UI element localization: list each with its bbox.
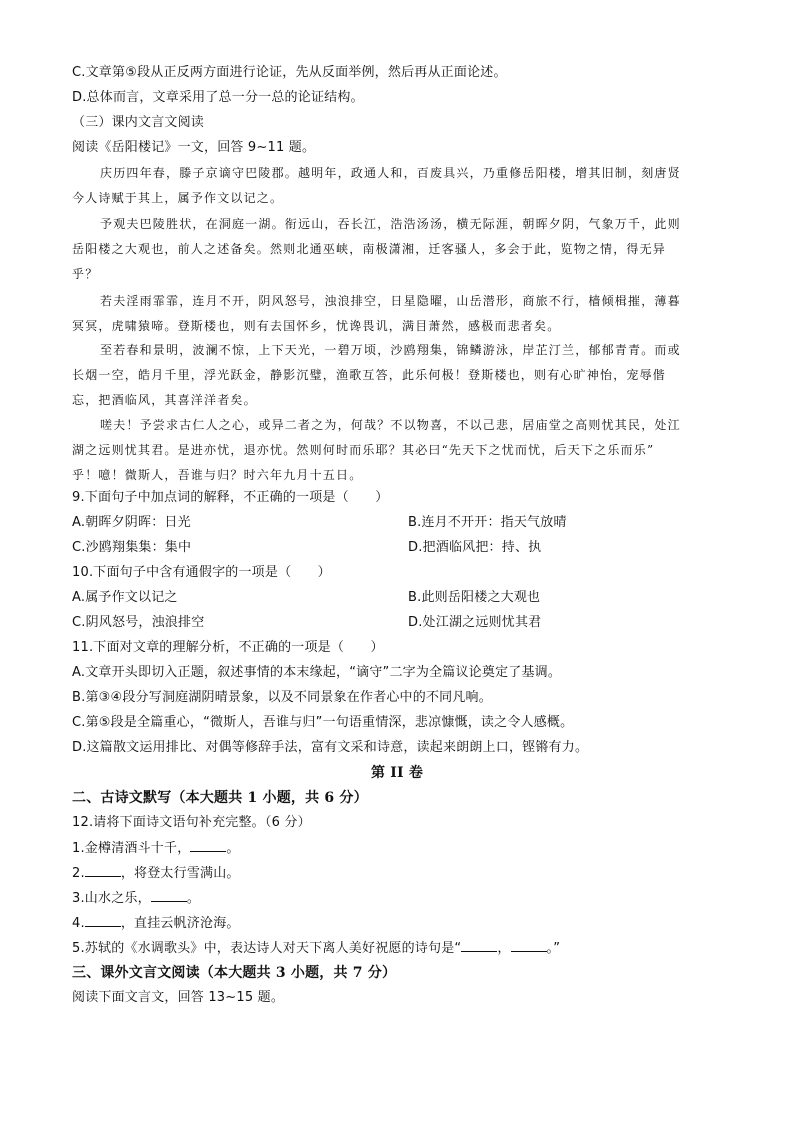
q12-item-5 [72,939,732,958]
q12-item-5-suffix: 。” [546,941,561,956]
passage-p5-line1: 嗟夫！予尝求古仁人之心，或异二者之为，何哉？不以物喜，不以己悲，居庙堂之高则忧其民，处江 [100,418,681,432]
q12-item-5-mid: ， [497,941,511,956]
q9-option-c: C.沙鸥翔集集：集中 [72,540,192,555]
q10-stem: 10.下面句子中含有通假字的一项是（ ） [72,565,331,580]
passage-p5-line3: 乎！噫！微斯人，吾谁与归？时六年九月十五日。 [72,468,363,482]
q11-stem: 11.下面对文章的理解分析，不正确的一项是（ ） [72,640,384,655]
q8-option-c: C.文章第⑤段从正反两方面进行论证，先从反面举例，然后再从正面论述。 [72,65,507,80]
answer-blank[interactable] [461,939,497,952]
q12-item-4 [72,914,732,933]
answer-blank[interactable] [190,839,226,852]
passage-p2-line3: 乎？ [72,267,99,281]
q11-option-d: D.这篇散文运用排比、对偶等修辞手法，富有文采和诗意，读起来朗朗上口，铿锵有力。 [72,740,589,755]
section3-heading: （三）课内文言文阅读 [72,115,205,130]
q12-item-3-suffix: 。 [186,891,201,906]
q10-option-c: C.阴风怒号，浊浪排空 [72,615,205,630]
passage-p4-line3: 忘，把酒临风，其喜洋洋者矣。 [72,393,257,407]
part3-intro: 阅读下面文言文，回答 13~15 题。 [72,990,285,1005]
q12-item-2-prefix: 2. [72,866,85,881]
passage-p1-line2: 今人诗赋于其上，属予作文以记之。 [72,191,284,205]
q9-option-a: A.朝晖夕阴晖：日光 [72,515,191,530]
q12-item-4-prefix: 4. [72,916,85,931]
passage-p2-line2: 岳阳楼之大观也，前人之述备矣。然则北通巫峡，南极潇湘，迁客骚人，多会于此，览物之情，得无异 [72,242,667,256]
q10-option-b: B.此则岳阳楼之大观也 [408,590,541,605]
q11-option-b: B.第③④段分写洞庭湖阴晴景象，以及不同景象在作者心中的不同凡响。 [72,690,492,705]
q12-item-3 [72,889,732,908]
q9-stem: 9.下面句子中加点词的解释，不正确的一项是（ ） [72,490,389,505]
q9-option-d: D.把酒临风把：持、执 [408,540,542,555]
q9-option-b: B.连月不开开：指天气放晴 [408,515,567,530]
passage-p5-line2: 湖之远则忧其君。是进亦忧，退亦忧。然则何时而乐耶？其必曰“先天下之忧而忧，后天下之乐而乐” [72,443,655,457]
part2-heading: 二、古诗文默写（本大题共 1 小题，共 6 分） [72,790,368,806]
section3-intro: 阅读《岳阳楼记》一文，回答 9~11 题。 [72,140,316,155]
answer-blank[interactable] [85,864,121,877]
q8-option-d: D.总体而言，文章采用了总一分一总的论证结构。 [72,90,364,105]
q12-item-1-prefix: 1.金樽清酒斗十千， [72,841,191,856]
passage-p4-line2: 长烟一空，皓月千里，浮光跃金，静影沉璧，渔歌互答，此乐何极！登斯楼也，则有心旷神怡，宠辱偕 [72,368,667,382]
q10-option-d: D.处江湖之远则忧其君 [408,615,542,630]
q12-item-1-suffix: 。 [226,841,240,856]
answer-blank[interactable] [85,914,121,927]
q12-item-2 [72,864,732,883]
q12-item-5-prefix: 5.苏轼的《水调歌头》中，表达诗人对天下离人美好祝愿的诗句是“ [72,941,462,956]
q12-item-1 [72,839,732,858]
volume2-title: 第 II 卷 [370,765,424,781]
q10-option-a: A.属予作文以记之 [72,590,178,605]
passage-p4-line1: 至若春和景明，波澜不惊，上下天光，一碧万顷，沙鸥翔集，锦鳞游泳，岸芷汀兰，郁郁青青。而或 [100,343,681,357]
answer-blank[interactable] [511,939,547,952]
passage-p1-line1: 庆历四年春，滕子京谪守巴陵郡。越明年，政通人和，百废具兴，乃重修岳阳楼，增其旧制，刻唐贤 [100,166,681,180]
answer-blank[interactable] [151,889,187,902]
q12-item-4-suffix: ，直挂云帆济沧海。 [120,916,240,931]
passage-p2-line1: 予观夫巴陵胜状，在洞庭一湖。衔远山，吞长江，浩浩汤汤，横无际涯，朝晖夕阴，气象万千，此则 [100,217,681,231]
passage-p3-line1: 若夫淫雨霏霏，连月不开，阴风怒号，浊浪排空，日星隐曜，山岳潜形，商旅不行，樯倾楫摧，薄暮 [100,294,681,308]
q12-item-3-prefix: 3.山水之乐， [72,891,151,906]
passage-p3-line2: 冥冥，虎啸猿啼。登斯楼也，则有去国怀乡，忧谗畏讥，满目萧然，感极而悲者矣。 [72,319,561,333]
part3-heading: 三、课外文言文阅读（本大题共 3 小题，共 7 分） [72,965,397,981]
q12-stem: 12.请将下面诗文语句补充完整。（6 分） [72,815,311,830]
q12-item-2-suffix: ，将登太行雪满山。 [120,866,240,881]
q11-option-c: C.第⑤段是全篇重心，“微斯人，吾谁与归”一句语重情深，悲凉慷慨，读之令人感概。 [72,715,574,730]
q11-option-a: A.文章开头即切入正题，叙述事情的本末缘起，“谪守”二字为全篇议论奠定了基调。 [72,665,562,680]
